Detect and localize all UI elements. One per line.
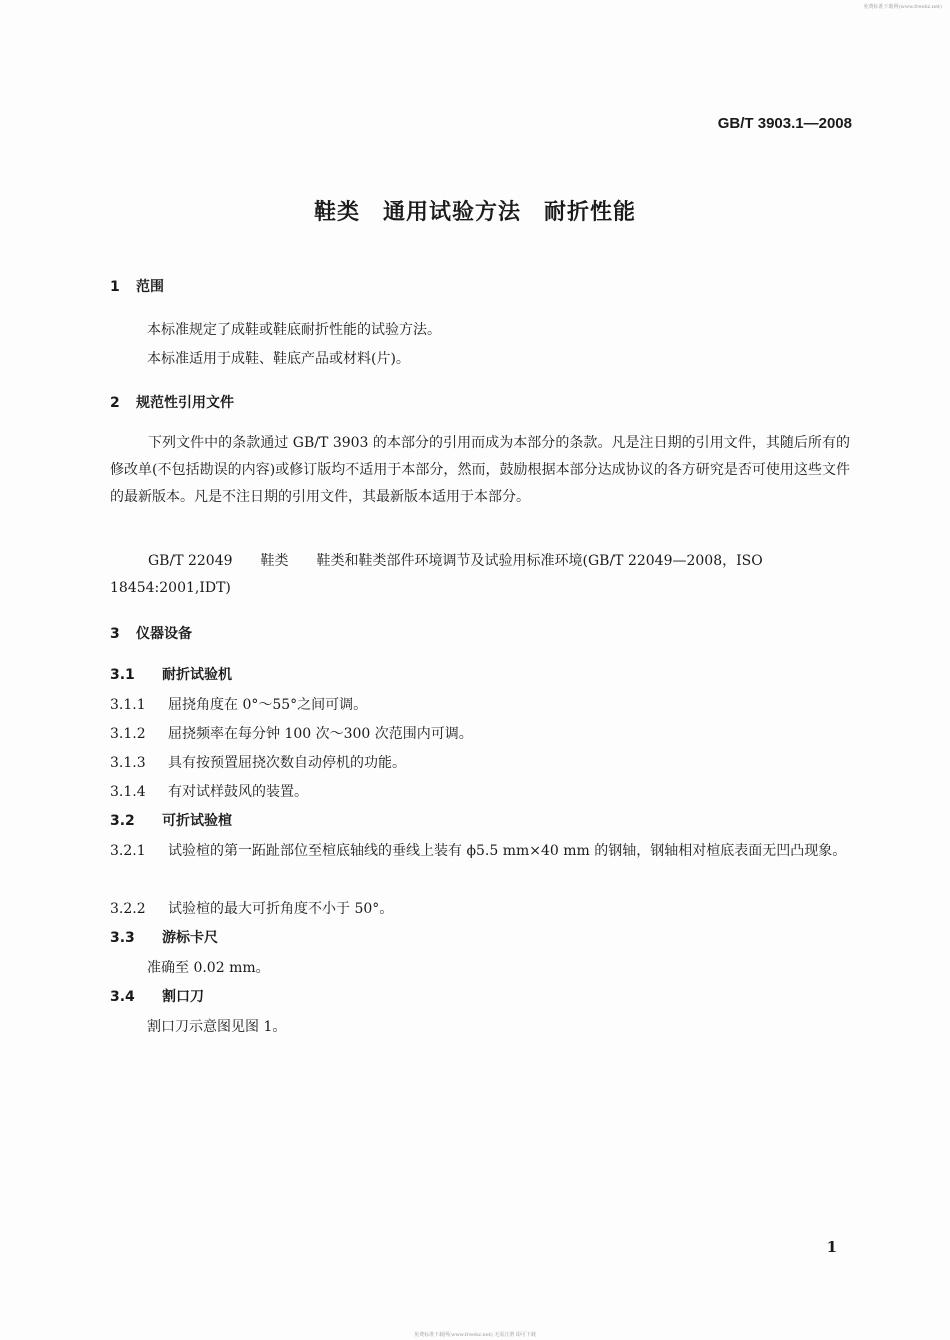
reference-title-a: 鞋类 <box>260 553 289 569</box>
normative-references-paragraph: 下列文件中的条款通过 GB/T 3903 的本部分的引用而成为本部分的条款。凡是注日期的引用文件，其随后所有的修改单(不包括勘误的内容)或修订版均不适用于本部分，然而，鼓励根据本部分达成协议的各方研究是否可使用这些文件的最新版本。凡是不注日期的引用文件，其最新版本适用于本部分。 <box>110 435 850 505</box>
reference-code: GB/T 22049 <box>148 553 233 569</box>
section-number: 2 <box>110 395 120 411</box>
subsection-title: 可折试验楦 <box>162 813 232 829</box>
clause-3-4-text: 割口刀示意图见图 1。 <box>147 1019 287 1035</box>
clause-3-1-3 <box>110 752 406 772</box>
footer-watermark: 免费标准下载网(www.freebz.net) 无需注册 即可下载 <box>414 1332 536 1338</box>
clause-text: 试验楦的最大可折角度不小于 50°。 <box>168 901 394 917</box>
clause-text: 具有按预置屈挠次数自动停机的功能。 <box>168 755 406 771</box>
subsection-number: 3.2 <box>110 813 135 829</box>
section-number: 3 <box>110 626 120 642</box>
subsection-number: 3.4 <box>110 989 135 1005</box>
subsection-3-3-heading <box>110 927 218 947</box>
section-2-heading <box>110 392 234 412</box>
section-title: 范围 <box>136 279 164 295</box>
clause-text: 有对试样鼓风的装置。 <box>168 784 308 800</box>
section-title: 仪器设备 <box>136 626 192 642</box>
subsection-3-1-heading <box>110 664 232 684</box>
section-3-heading <box>110 623 192 643</box>
corner-watermark: 免费标准下载网(www.freebz.net) <box>863 4 942 10</box>
clause-text: 试验楦的第一跖趾部位至楦底轴线的垂线上装有 ϕ5.5 mm×40 mm 的钢轴，钢轴相对楦底表面无凹凸现象。 <box>168 843 847 859</box>
clause-number: 3.1.1 <box>110 697 146 713</box>
section-number: 1 <box>110 279 120 295</box>
clause-text: 屈挠频率在每分钟 100 次～300 次范围内可调。 <box>168 726 473 742</box>
subsection-3-2-heading <box>110 810 232 830</box>
clause-3-1-1 <box>110 694 367 714</box>
section-title: 规范性引用文件 <box>136 395 234 411</box>
section-1-heading <box>110 276 164 296</box>
clause-3-1-2 <box>110 723 473 743</box>
page-number: 1 <box>826 1238 837 1256</box>
scope-paragraph-1: 本标准规定了成鞋或鞋底耐折性能的试验方法。 <box>147 322 441 338</box>
subsection-3-4-heading <box>110 986 204 1006</box>
clause-text: 屈挠角度在 0°～55°之间可调。 <box>168 697 368 713</box>
subsection-number: 3.1 <box>110 667 135 683</box>
clause-number: 3.1.4 <box>110 784 146 800</box>
scope-paragraph-2: 本标准适用于成鞋、鞋底产品或材料(片)。 <box>147 351 410 367</box>
clause-number: 3.2.2 <box>110 901 146 917</box>
clause-number: 3.2.1 <box>110 843 146 859</box>
clause-3-1-4 <box>110 781 308 801</box>
clause-3-2-1 <box>110 838 850 865</box>
clause-3-3-text: 准确至 0.02 mm。 <box>147 960 270 976</box>
page-title: 鞋类 通用试验方法 耐折性能 <box>313 200 636 225</box>
clause-3-2-2 <box>110 898 393 918</box>
reference-entry <box>110 548 850 602</box>
standard-code: GB/T 3903.1—2008 <box>717 115 852 132</box>
reference-title-b: 鞋类和鞋类部件环境调节及试验用标准环境(GB/T 22049—2008，ISO 18454:2001,IDT) <box>110 553 763 596</box>
clause-number: 3.1.3 <box>110 755 146 771</box>
clause-number: 3.1.2 <box>110 726 146 742</box>
subsection-title: 游标卡尺 <box>162 930 218 946</box>
subsection-number: 3.3 <box>110 930 135 946</box>
subsection-title: 耐折试验机 <box>162 667 232 683</box>
subsection-title: 割口刀 <box>162 989 204 1005</box>
